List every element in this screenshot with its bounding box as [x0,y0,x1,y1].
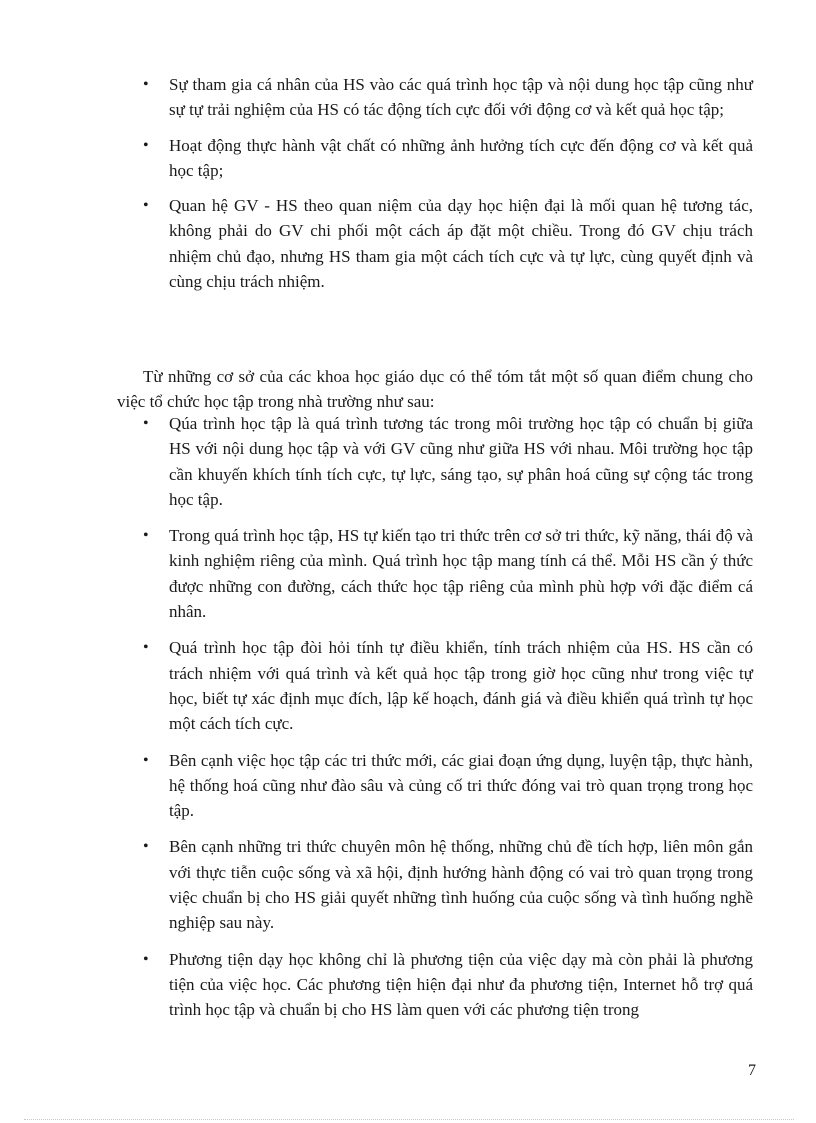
list-item [117,523,753,624]
list-item-text: Trong quá trình học tập, HS tự kiến tạo tri thức trên cơ sở tri thức, kỹ năng, thái độ và kinh nghiệm riêng của mình. Quá trình học tập mang tính cá thể. Mỗi HS cần ý thức được những con đường, cách thức học tập riêng của mình phù hợp với đặc điểm cá nhân. [169,526,753,622]
bullet-icon: • [143,136,149,154]
list-item-text: Quá trình học tập đòi hỏi tính tự điều khiển, tính trách nhiệm của HS. HS cần có trách nhiệm với quá trình và kết quả học tập trong giờ học cũng như trong việc tự học, biết tự xác định mục đích, lập kế hoạch, đánh giá và điều khiển quá trình tự học một cách tích cực. [169,638,753,734]
page-number: 7 [748,1062,756,1079]
list-item-text: Qúa trình học tập là quá trình tương tác trong môi trường học tập có chuẩn bị giữa HS với nội dung học tập và với GV cũng như giữa HS với nhau. Môi trường học tập cần khuyến khích tính tích cực, tự lực, sáng tạo, sự phân hoá cũng sự cộng tác trong học tập. [169,414,753,509]
bullet-icon: • [143,415,149,432]
bullet-icon: • [143,76,149,93]
bullet-icon: • [143,639,149,657]
bullet-icon: • [143,197,149,215]
list-item-text: Sự tham gia cá nhân của HS vào các quá trình học tập và nội dung học tập cũng như sự tự trải nghiệm của HS có tác động tích cực đối với động cơ và kết quả học tập; [169,75,753,120]
list-item [117,72,753,123]
list-item [117,834,753,935]
list-item [117,193,753,294]
bullet-icon: • [143,950,149,968]
list-item [117,947,753,1023]
list-item-text: Hoạt động thực hành vật chất có những ảnh hưởng tích cực đến động cơ và kết quả học tập; [169,135,753,180]
intro-paragraph: Từ những cơ sở của các khoa học giáo dục có thể tóm tắt một số quan điểm chung cho việc tổ chức học tập trong nhà trường như sau: [117,367,753,412]
list-item [117,411,753,512]
list-item [117,748,753,824]
list-item-text: Phương tiện dạy học không chỉ là phương tiện của việc dạy mà còn phải là phương tiện của việc học. Các phương tiện hiện đại như đa phương tiện, Internet hỗ trợ quá trình học tập và chuẩn bị cho HS làm quen với các phương tiện trong [169,949,753,1020]
bullet-icon: • [143,838,149,856]
list-item-text: Bên cạnh việc học tập các tri thức mới, các giai đoạn ứng dụng, luyện tập, thực hành, hệ thống hoá cũng như đào sâu và củng cố tri thức đóng vai trò quan trọng trong học tập. [169,750,753,821]
bullet-list-factors [0,72,753,304]
list-item-text: Bên cạnh những tri thức chuyên môn hệ thống, những chủ đề tích hợp, liên môn gắn với thực tiễn cuộc sống và xã hội, định hướng hành động có vai trò quan trọng trong việc chuẩn bị cho HS giải quyết những tình huống của cuộc sống và tình huống nghề nghiệp sau này. [169,837,753,933]
bullet-icon: • [143,527,149,545]
bullet-list-viewpoints [0,411,753,1034]
list-item [117,133,753,184]
page-bottom-divider [24,1119,794,1120]
list-item-text: Quan hệ GV - HS theo quan niệm của dạy học hiện đại là mối quan hệ tương tác, không phải do GV chi phối một cách áp đặt một chiều. Trong đó GV chịu trách nhiệm chủ đạo, nhưng HS tham gia một cách tích cực và tự lực, cùng quyết định và cùng chịu trách nhiệm. [169,196,753,292]
list-item [117,635,753,736]
bullet-icon: • [143,751,149,769]
